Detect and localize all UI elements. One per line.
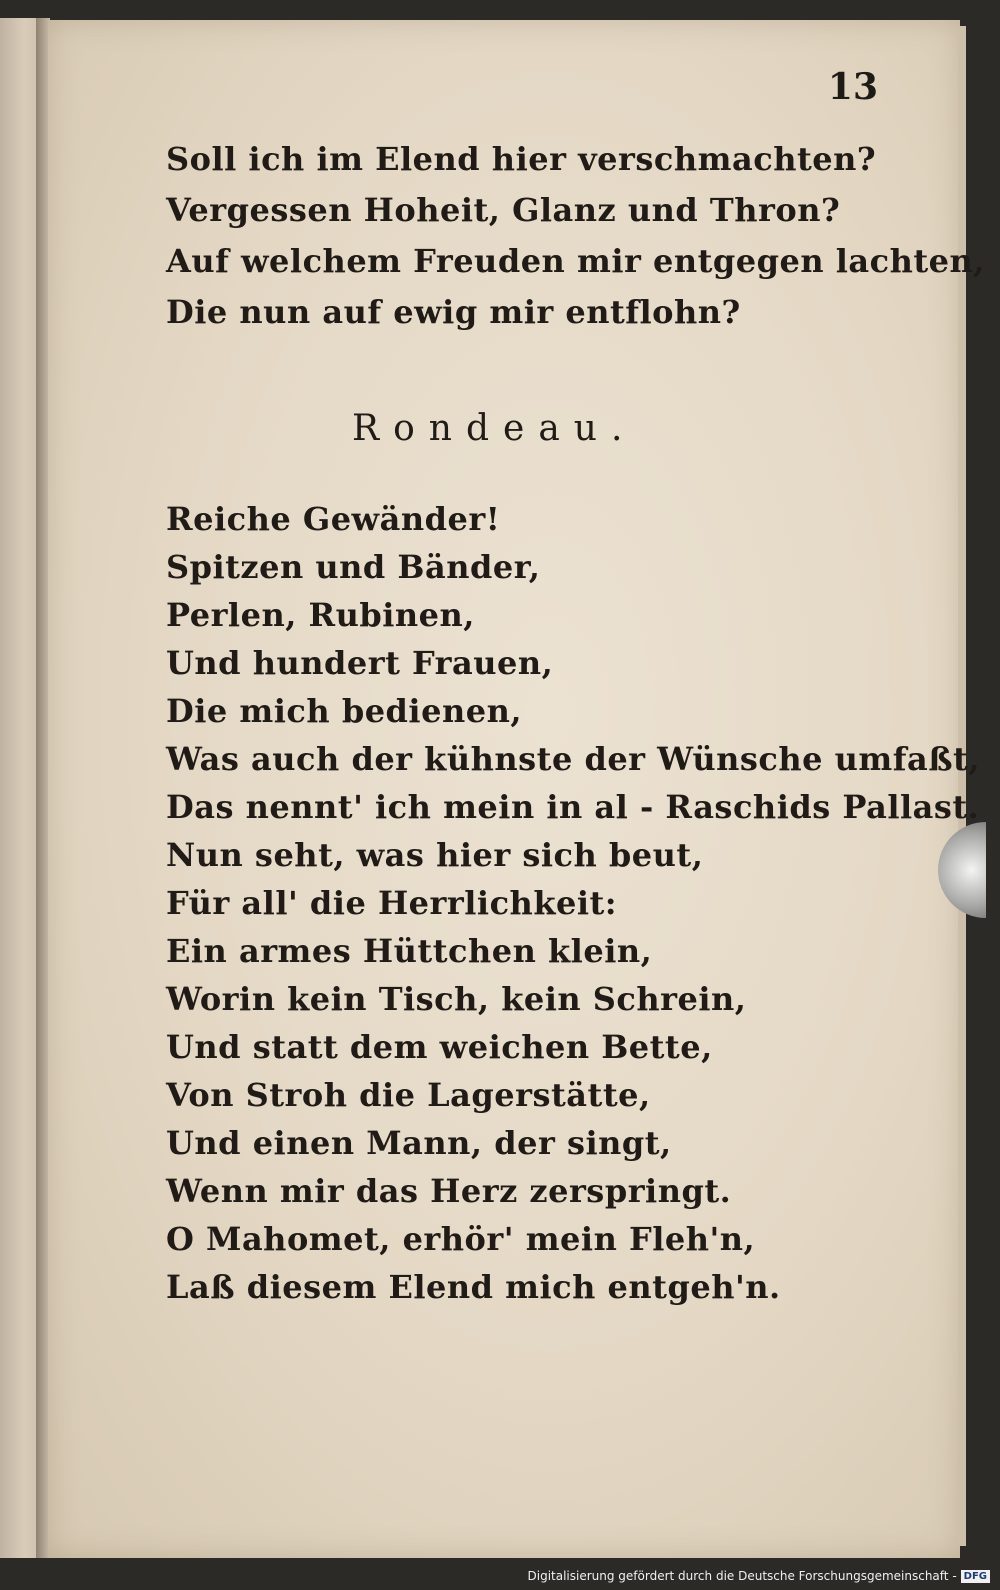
rondeau-line: Reiche Gewänder!: [166, 500, 501, 538]
section-heading: Rondeau.: [352, 408, 637, 449]
stanza-line: Die nun auf ewig mir entflohn?: [166, 293, 741, 331]
dfg-logo-icon: DFG: [961, 1570, 990, 1583]
credit-text: Digitalisierung gefördert durch die Deutsche Forschungsgemeinschaft -: [527, 1569, 957, 1583]
rondeau-line: Und hundert Frauen,: [166, 644, 554, 682]
rondeau-line: Ein armes Hüttchen klein,: [166, 932, 653, 970]
rondeau-line: Wenn mir das Herz zerspringt.: [166, 1172, 732, 1210]
rondeau-line: Und einen Mann, der singt,: [166, 1124, 672, 1162]
rondeau-line: Worin kein Tisch, kein Schrein,: [166, 980, 747, 1018]
rondeau-line: Und statt dem weichen Bette,: [166, 1028, 713, 1066]
rondeau-line: Nun seht, was hier sich beut,: [166, 836, 704, 874]
stanza-line: Auf welchem Freuden mir entgegen lachten,: [166, 242, 985, 280]
rondeau-line: Was auch der kühnste der Wünsche umfaßt,: [166, 740, 980, 778]
rondeau-line: Perlen, Rubinen,: [166, 596, 475, 634]
facing-page-edge: [0, 18, 40, 1558]
stanza-line: Soll ich im Elend hier verschmachten?: [166, 140, 877, 178]
rondeau-line: Von Stroh die Lagerstätte,: [166, 1076, 651, 1114]
stanza-line: Vergessen Hoheit, Glanz und Thron?: [166, 191, 841, 229]
page-number: 13: [827, 66, 878, 108]
rondeau-line: Spitzen und Bänder,: [166, 548, 541, 586]
rondeau-line: Die mich bedienen,: [166, 692, 522, 730]
rondeau-line: O Mahomet, erhör' mein Fleh'n,: [166, 1220, 756, 1258]
digitization-credit: [528, 1566, 991, 1586]
rondeau-line: Das nennt' ich mein in al - Raschids Pallast.: [166, 788, 980, 826]
rondeau-line: Laß diesem Elend mich entgeh'n.: [166, 1268, 781, 1306]
rondeau-line: Für all' die Herrlichkeit:: [166, 884, 618, 922]
